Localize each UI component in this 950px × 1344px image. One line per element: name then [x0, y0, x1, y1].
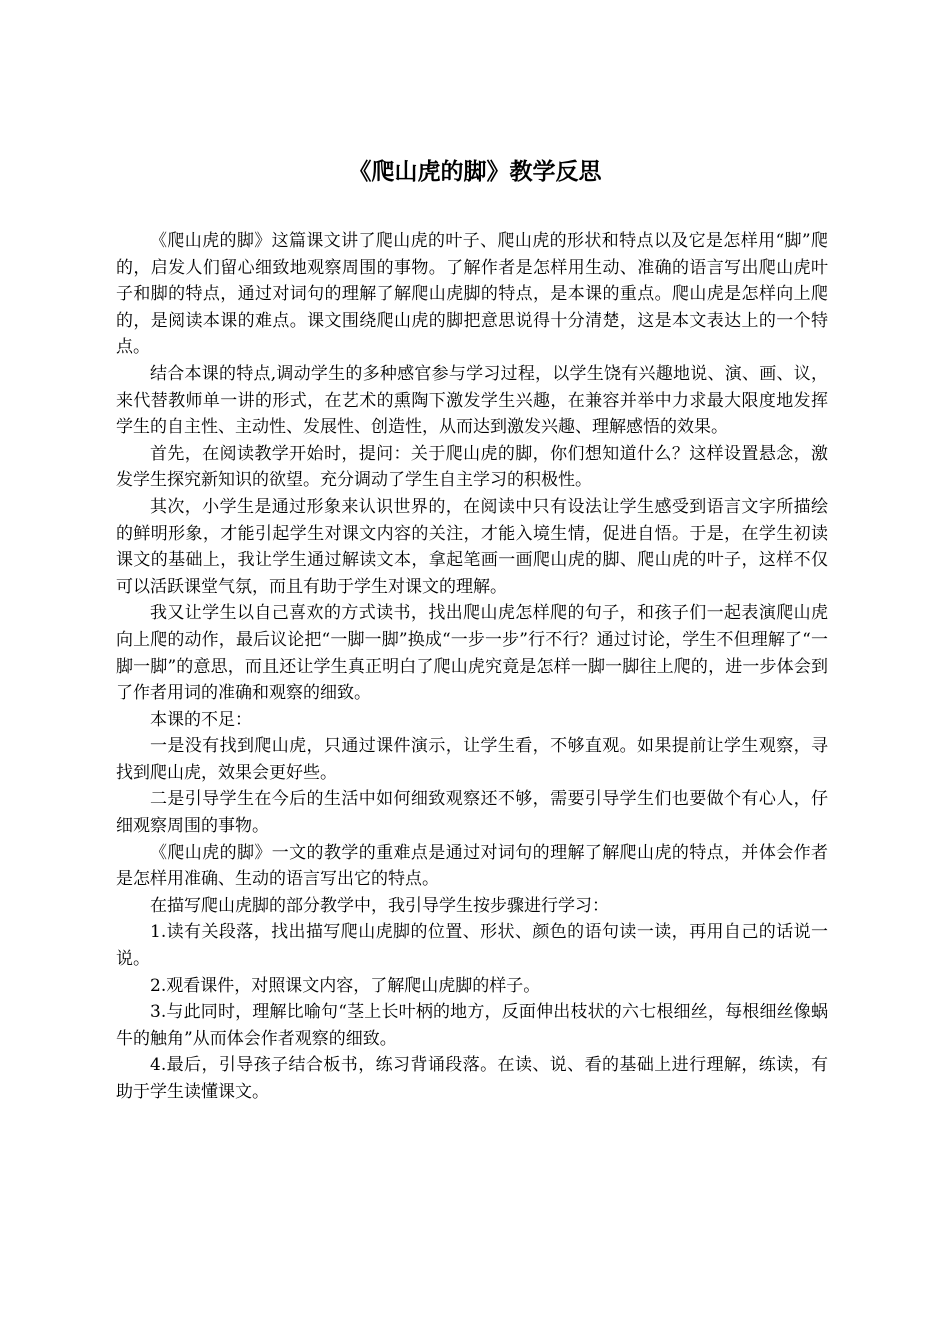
paragraph-second: 其次，小学生是通过形象来认识世界的，在阅读中只有设法让学生感受到语言文字所描绘的鲜明形象，才能引起学生对课文内容的关注，才能入境生情，促进自悟。于是，在学生初读课文的基础上，我让学生通过解读文本，拿起笔画一画爬山虎的脚、爬山虎的叶子，这样不仅可以活跃课堂气氛，而且有助于学生对课文的理解。	[116, 496, 828, 597]
page-title: 《爬山虎的脚》教学反思	[348, 159, 602, 185]
paragraph-shortcomings-heading: 本课的不足：	[150, 709, 252, 730]
paragraph-steps-intro: 在描写爬山虎脚的部分教学中，我引导学生按步骤进行学习：	[150, 895, 609, 916]
list-item-step-3: 3.与此同时，理解比喻句“茎上长叶柄的地方，反面伸出枝状的六七根细丝，每根细丝像蜗牛的触角”从而体会作者观察的细致。	[116, 1002, 828, 1049]
document-body	[116, 228, 828, 1106]
paragraph-shortcoming-two: 二是引导学生在今后的生活中如何细致观察还不够，需要引导学生们也要做个有心人，仔细观察周围的事物。	[116, 789, 828, 837]
paragraph-intro: 《爬山虎的脚》这篇课文讲了爬山虎的叶子、爬山虎的形状和特点以及它是怎样用“脚”爬的，启发人们留心细致地观察周围的事物。了解作者是怎样用生动、准确的语言写出爬山虎叶子和脚的特点，通过对词句的理解了解爬山虎脚的特点，是本课的重点。爬山虎是怎样向上爬的，是阅读本课的难点。课文围绕爬山虎的脚把意思说得十分清楚，这是本文表达上的一个特点。	[116, 231, 828, 358]
paragraph-shortcoming-one: 一是没有找到爬山虎，只通过课件演示，让学生看，不够直观。如果提前让学生观察，寻找到爬山虎，效果会更好些。	[116, 736, 828, 783]
paragraph-key-points: 《爬山虎的脚》一文的教学的重难点是通过对词句的理解了解爬山虎的特点，并体会作者是怎样用准确、生动的语言写出它的特点。	[116, 842, 828, 890]
list-item-step-4: 4.最后，引导孩子结合板书，练习背诵段落。在读、说、看的基础上进行理解，练读，有助于学生读懂课文。	[116, 1055, 828, 1102]
list-item-step-2: 2.观看课件，对照课文内容，了解爬山虎脚的样子。	[150, 975, 541, 996]
paragraph-third: 我又让学生以自己喜欢的方式读书，找出爬山虎怎样爬的句子，和孩子们一起表演爬山虎向上爬的动作，最后议论把“一脚一脚”换成“一步一步”行不行？通过讨论，学生不但理解了“一脚一脚”的意思，而且还让学生真正明白了爬山虎究竟是怎样一脚一脚往上爬的，进一步体会到了作者用词的准确和观察的细致。	[116, 603, 828, 704]
paragraph-first: 首先，在阅读教学开始时，提问：关于爬山虎的脚，你们想知道什么？这样设置悬念，激发学生探究新知识的欲望。充分调动了学生自主学习的积极性。	[116, 443, 828, 491]
paragraph-approach: 结合本课的特点,调动学生的多种感官参与学习过程，以学生饶有兴趣地说、演、画、议，来代替教师单一讲的形式，在艺术的熏陶下激发学生兴趣，在兼容并举中力求最大限度地发挥学生的自主性、主动性、发展性、创造性，从而达到激发兴趣、理解感悟的效果。	[116, 363, 828, 438]
list-item-step-1: 1.读有关段落，找出描写爬山虎脚的位置、形状、颜色的语句读一读，再用自己的话说一说。	[116, 922, 828, 970]
